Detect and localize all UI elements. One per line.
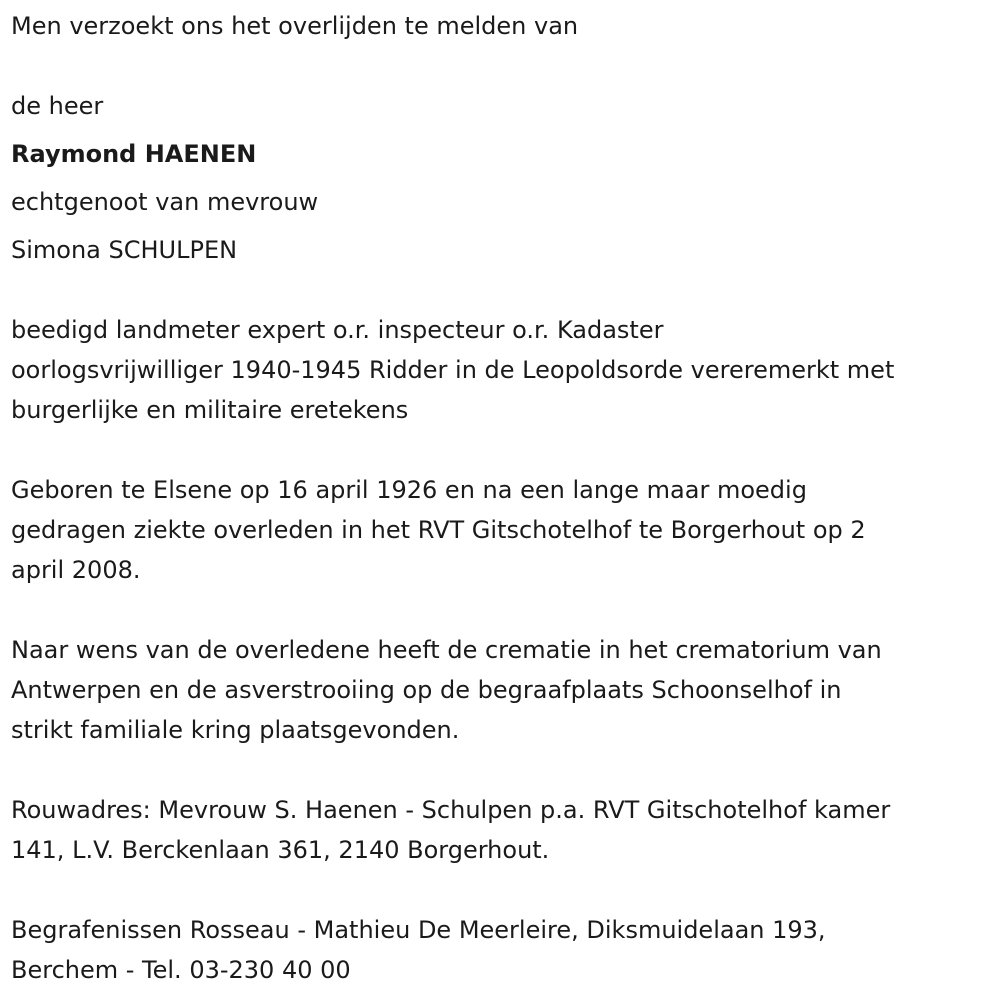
funeral-home-line: Begrafenissen Rosseau - Mathieu De Meerleire, Diksmuidelaan 193, [11,916,826,944]
birth-death-paragraph [11,470,996,590]
cremation-paragraph [11,630,996,750]
spacer [11,430,996,470]
spacer [11,270,996,310]
titles-line: beedigd landmeter expert o.r. inspecteur o.r. Kadaster [11,316,664,344]
funeral-home-paragraph [11,910,996,990]
spacer [11,46,996,86]
deceased-name [11,134,996,174]
address-paragraph [11,790,996,870]
birth-death-line: gedragen ziekte overleden in het RVT Gitschotelhof te Borgerhout op 2 [11,516,866,544]
spouse-name: Simona SCHULPEN [11,236,238,264]
spacer [11,870,996,910]
cremation-line: Antwerpen en de asverstrooiing op de begraafplaats Schoonselhof in [11,676,842,704]
intro-text: Men verzoekt ons het overlijden te melden van [11,12,579,40]
birth-death-line: Geboren te Elsene op 16 april 1926 en na een lange maar moedig [11,476,807,504]
deceased-name-text: Raymond HAENEN [11,140,257,168]
titles-line: oorlogsvrijwilliger 1940-1945 Ridder in de Leopoldsorde vereremerkt met [11,356,895,384]
address-line: 141, L.V. Berckenlaan 361, 2140 Borgerhout. [11,836,550,864]
titles-paragraph [11,310,996,430]
birth-death-line: april 2008. [11,556,141,584]
titles-line: burgerlijke en militaire eretekens [11,396,409,424]
death-notice [11,6,996,990]
cremation-line: strikt familiale kring plaatsgevonden. [11,716,460,744]
honorific: de heer [11,92,104,120]
spacer [11,750,996,790]
spouse-label: echtgenoot van mevrouw [11,188,319,216]
spacer [11,590,996,630]
address-line: Rouwadres: Mevrouw S. Haenen - Schulpen p.a. RVT Gitschotelhof kamer [11,796,891,824]
funeral-home-line: Berchem - Tel. 03-230 40 00 [11,956,351,984]
cremation-line: Naar wens van de overledene heeft de crematie in het crematorium van [11,636,882,664]
